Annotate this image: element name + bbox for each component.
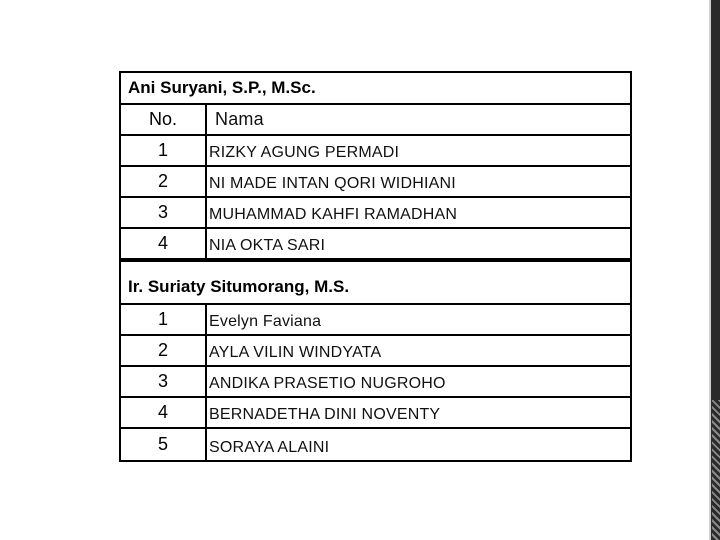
row-name-text: NIA OKTA SARI: [209, 237, 326, 254]
row-number: 3: [121, 367, 207, 396]
table-row: [121, 429, 630, 460]
table-row: [121, 167, 630, 198]
row-name-text: ANDIKA PRASETIO NUGROHO: [209, 375, 446, 392]
section-title-text: Ani Suryani, S.P., M.Sc.: [128, 78, 316, 97]
row-number: 5: [121, 429, 207, 460]
table-row: [121, 136, 630, 167]
row-name-text: MUHAMMAD KAHFI RAMADHAN: [209, 206, 458, 223]
edge-stripes: [712, 400, 720, 540]
row-name: [209, 136, 630, 165]
table-header: [121, 105, 630, 136]
row-name: [209, 167, 630, 196]
row-number: 4: [121, 229, 207, 258]
header-no-text: No.: [148, 109, 177, 129]
row-number: 1: [121, 305, 207, 334]
row-name: [209, 367, 630, 396]
table-row: [121, 367, 630, 398]
row-name: [209, 398, 630, 427]
table-row: [121, 305, 630, 336]
section-title: [121, 260, 630, 305]
section-title-text: Ir. Suriaty Situmorang, M.S.: [128, 276, 350, 296]
header-name: [209, 105, 630, 134]
header-no: [121, 105, 207, 134]
row-name: [209, 305, 630, 334]
slide-edge-decoration: [709, 0, 720, 540]
table-row: [121, 229, 630, 260]
row-name: [209, 429, 630, 460]
row-number: 2: [121, 336, 207, 365]
row-name: [209, 336, 630, 365]
row-number: 3: [121, 198, 207, 227]
header-name-text: Nama: [215, 109, 264, 129]
row-name-text: NI MADE INTAN QORI WIDHIANI: [209, 175, 456, 192]
row-number: 4: [121, 398, 207, 427]
row-name-text: RIZKY AGUNG PERMADI: [209, 144, 400, 161]
row-name: [209, 229, 630, 258]
table-row: [121, 198, 630, 229]
table-row: [121, 398, 630, 429]
row-number: 2: [121, 167, 207, 196]
row-name-text: Evelyn Faviana: [209, 313, 322, 330]
student-table: [119, 71, 632, 462]
row-name-text: BERNADETHA DINI NOVENTY: [209, 406, 441, 423]
row-name-text: AYLA VILIN WINDYATA: [209, 344, 382, 361]
row-name-text: SORAYA ALAINI: [209, 439, 330, 456]
section-title: [121, 73, 630, 105]
table-row: [121, 336, 630, 367]
row-number: 1: [121, 136, 207, 165]
row-name: [209, 198, 630, 227]
